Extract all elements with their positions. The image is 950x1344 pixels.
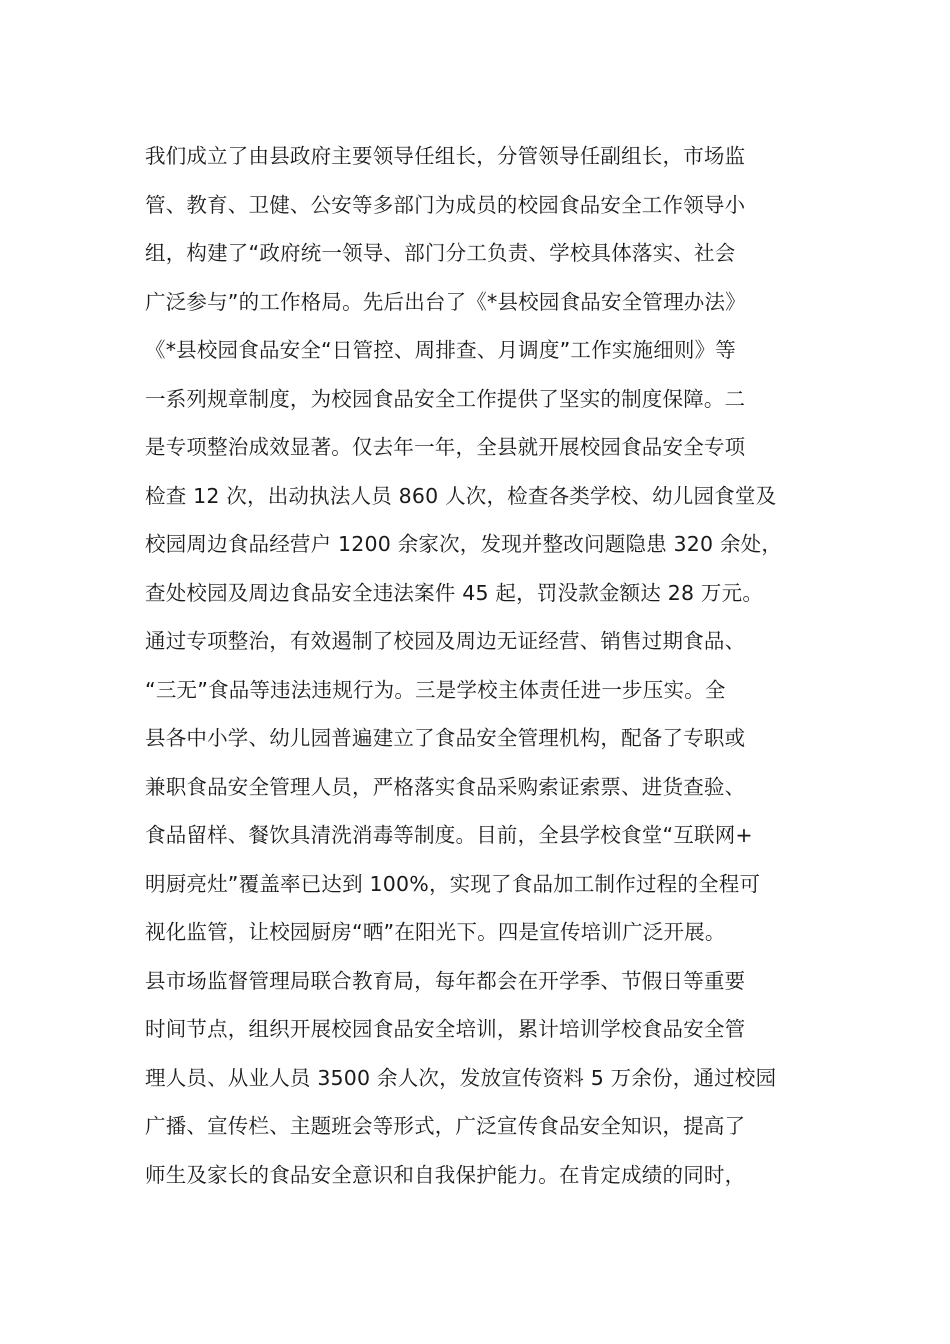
text-line: 食品留样、餐饮具清洗消毒等制度。目前，全县学校食堂“互联网+ [145, 823, 753, 847]
text-line: 管、教育、卫健、公安等多部门为成员的校园食品安全工作领导小 [145, 192, 746, 217]
body-paragraph [145, 132, 810, 1199]
text-line: 视化监管，让校园厨房“晒”在阳光下。四是宣传培训广泛开展。 [145, 920, 726, 944]
text-line: 理人员、从业人员 3500 余人次，发放宣传资料 5 万余份，通过校园 [145, 1065, 777, 1090]
text-line: 查处校园及周边食品安全违法案件 45 起，罚没款金额达 28 万元。 [145, 580, 764, 605]
text-line: 广播、宣传栏、主题班会等形式，广泛宣传食品安全知识，提高了 [145, 1114, 746, 1138]
text-line: 是专项整治成效显著。仅去年一年，全县就开展校园食品安全专项 [145, 435, 746, 459]
text-line: 通过专项整治，有效遏制了校园及周边无证经营、销售过期食品、 [145, 629, 746, 653]
text-line: 广泛参与”的工作格局。先后出台了《*县校园食品安全管理办法》 [145, 289, 746, 314]
text-line: 明厨亮灶”覆盖率已达到 100%，实现了食品加工制作过程的全程可 [145, 871, 761, 896]
text-line: 组，构建了“政府统一领导、部门分工负责、学校具体落实、社会 [145, 241, 736, 265]
text-line: 《*县校园食品安全“日管控、周排查、月调度”工作实施细则》等 [145, 338, 736, 362]
text-line: 县各中小学、幼儿园普遍建立了食品安全管理机构，配备了专职或 [145, 726, 746, 750]
text-line: 一系列规章制度，为校园食品安全工作提供了坚实的制度保障。二 [145, 386, 746, 411]
text-line: 我们成立了由县政府主要领导任组长，分管领导任副组长，市场监 [145, 144, 746, 168]
text-line: “三无”食品等违法违规行为。三是学校主体责任进一步压实。全 [145, 677, 726, 702]
text-line: 检查 12 次，出动执法人员 860 人次，检查各类学校、幼儿园食堂及 [145, 483, 777, 508]
text-line: 师生及家长的食品安全意识和自我保护能力。在肯定成绩的同时， [145, 1162, 746, 1187]
text-line: 校园周边食品经营户 1200 余家次，发现并整改问题隐患 320 余处， [145, 532, 783, 556]
text-line: 县市场监督管理局联合教育局，每年都会在开学季、节假日等重要 [145, 968, 746, 993]
text-line: 时间节点，组织开展校园食品安全培训，累计培训学校食品安全管 [145, 1017, 746, 1041]
text-line: 兼职食品安全管理人员，严格落实食品采购索证索票、进货查验、 [145, 774, 746, 799]
